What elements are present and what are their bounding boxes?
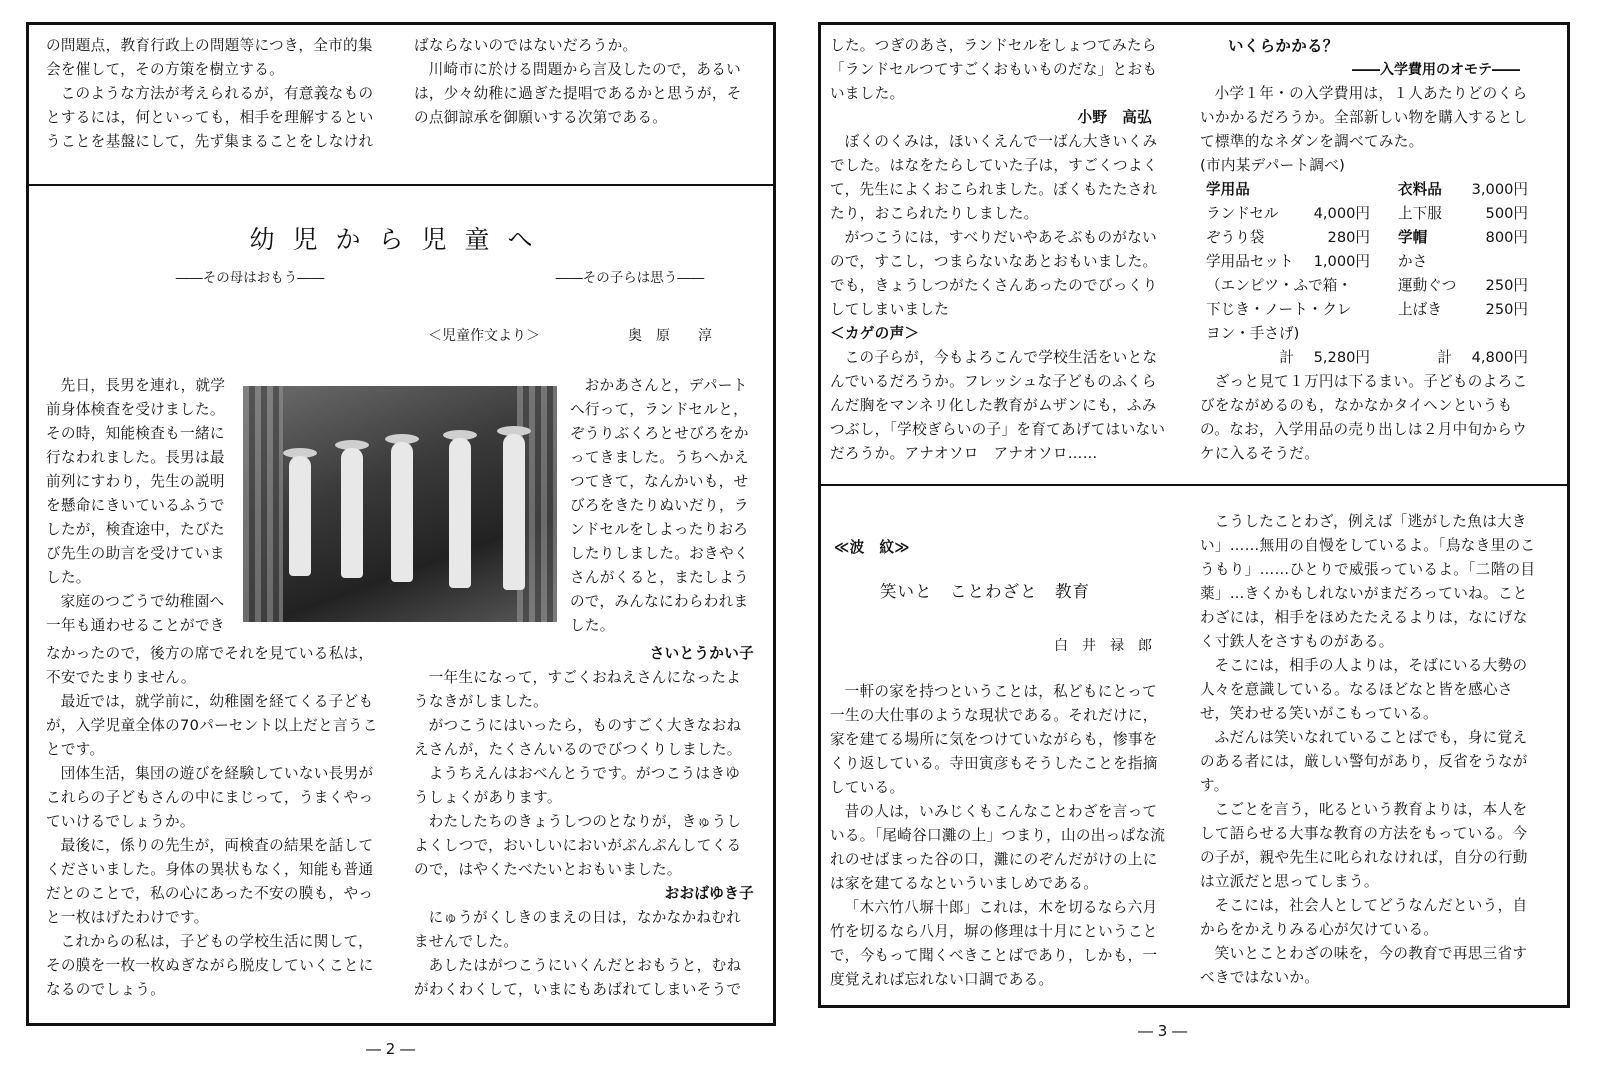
cost-section bbox=[1200, 34, 1540, 466]
left-top-column-2 bbox=[414, 34, 754, 130]
table-row bbox=[1206, 202, 1528, 226]
cost-total: 4,800円 bbox=[1471, 349, 1528, 366]
cost-item: 運動ぐつ bbox=[1398, 277, 1457, 294]
paragraph: がつこうにはいったら，ものすごく大きなおねえさんが，たくさんいるのでびつくりしました。 bbox=[414, 717, 742, 758]
table-row bbox=[1206, 250, 1528, 274]
right-top-column-1 bbox=[830, 34, 1170, 466]
cost-outro: ざっと見て１万円は下るまい。子どものよろこびをながめるのも，なかなかタイヘンというもの。なお，入学用品の売り出しは２月中旬からウケに入るそうだ。 bbox=[1200, 373, 1528, 462]
children-dancing-photo bbox=[243, 386, 557, 622]
child-figure bbox=[289, 456, 311, 576]
left-top-column-1 bbox=[46, 34, 386, 154]
table-row-total bbox=[1206, 346, 1528, 370]
paragraph: 家庭のつごうで幼稚園へ一年も通わせることができ bbox=[46, 593, 225, 634]
cost-amount: 4,000円 bbox=[1313, 205, 1370, 222]
child-author: 小野 高弘 bbox=[1077, 109, 1152, 126]
cost-amount: 1,000円 bbox=[1313, 253, 1370, 270]
cost-item: ヨン・手さげ) bbox=[1206, 325, 1300, 342]
cost-amount: 250円 bbox=[1485, 277, 1528, 294]
paragraph: ぼくのくみは，ほいくえんで一ばん大きいくみでした。はなをたらしていた子は，すごくつよくて，先生によくおこられました。ぼくもたたされたり，おこられたりしました。 bbox=[830, 133, 1158, 222]
paragraph: そこには，相手の人よりは，そばにいる大勢の人々を意識している。なるほどなと皆を感心させ，笑わせる笑いがこもっている。 bbox=[1200, 657, 1528, 722]
paragraph: あしたはがつこうにいくんだとおもうと，むねがわくわくして，いまにもあばれてしまいそうで bbox=[414, 957, 742, 998]
hamon-column-2 bbox=[1200, 510, 1540, 990]
paragraph: こうしたことわざ，例えば「逃がした魚は大きい」……無用の自慢をしているよ。「鳥なき里のこうもり」……ひとりで威張っているよ。「二階の目薬」…きくかもしれないがまだろっていね。ことわざには，相手をほめたたえるよりは，なにげなく寸鉄人をさすものがある。 bbox=[1200, 513, 1536, 650]
table-row bbox=[1206, 226, 1528, 250]
children-compositions bbox=[414, 642, 754, 1002]
paragraph: 川崎市に於ける問題から言及したので，あるいは，少々幼稚に過ぎた提唱であるかと思うが，その点御諒承を御願いする次第である。 bbox=[414, 61, 742, 126]
hamon-label: ≪波 紋≫ bbox=[834, 539, 910, 556]
paragraph: 一年生になって，すごくおねえさんになったようなきがしました。 bbox=[414, 669, 742, 710]
cost-item: 学帽 bbox=[1398, 229, 1428, 246]
cost-table bbox=[1206, 178, 1528, 370]
paragraph: ばならないのではないだろうか。 bbox=[414, 37, 638, 54]
paragraph: した。つぎのあさ，ランドセルをしょつてみたら「ランドセルつてすごくおもいものだな」とおもいました。 bbox=[830, 37, 1158, 102]
cost-amount: 250円 bbox=[1485, 301, 1528, 318]
paragraph: ふだんは笑いなれていることばでも，身に覚えのある者には，厳しい警句があり，反省をうながす。 bbox=[1200, 729, 1528, 794]
child-author: おおばゆき子 bbox=[664, 885, 754, 902]
article-title: 幼児から児童へ bbox=[249, 225, 551, 254]
child-author: さいとうかい子 bbox=[649, 645, 754, 662]
paragraph: 最後に，係りの先生が，両検査の結果を話してくださいました。身体の異状もなく，知能も普通だとのことで，私の心にあった不安の膜も，やっと一枚はげたわけです。 bbox=[46, 837, 374, 926]
kage-label: ＜カゲの声＞ bbox=[830, 325, 920, 342]
cost-amount: 500円 bbox=[1485, 205, 1528, 222]
child-text-narrow bbox=[570, 374, 756, 638]
paragraph: わたしたちのきょうしつのとなりが，きゅうしよくしつで，おいしいにおいがぷんぷんしてくるので，はやくたべたいとおもいました。 bbox=[414, 813, 742, 878]
page-number-right: ― 3 ― bbox=[1138, 1022, 1188, 1040]
paragraph: このような方法が考えられるが，有意義なものとするには，何といっても，相手を理解するということを基盤にして，先ず集まることをしなけれ bbox=[46, 85, 374, 150]
cost-col2-header-amount: 3,000円 bbox=[1471, 181, 1528, 198]
cost-item: 学用品セット bbox=[1206, 253, 1294, 270]
child-figure bbox=[503, 434, 525, 590]
cost-item: （エンピツ・ふで箱・ bbox=[1206, 277, 1352, 294]
cost-item: 上ばき bbox=[1398, 301, 1442, 318]
cost-amount bbox=[1468, 250, 1528, 274]
mother-text-full bbox=[46, 642, 386, 1002]
cost-intro: 小学１年・の入学費用は，１人あたりどのくらいかかるだろうか。全部新しい物を購入するとして標準的なネダンを調べてみた。 bbox=[1200, 85, 1528, 150]
paragraph: これからの私は，子どもの学校生活に関して，その膜を一枚一枚ぬぎながら脱皮していくことになるのでしょう。 bbox=[46, 933, 374, 998]
mother-text-narrow bbox=[46, 374, 232, 638]
cost-item: かさ bbox=[1398, 253, 1428, 270]
paragraph: この子らが，今もよろこんで学校生活をいとなんでいるだろうか。フレッシュな子どものふくらんだ胸をマンネリ化した教育がムザンにも，ふみつぶし，「学校ぎらいの子」を育てあげてはいないだろうか。アナオソロ アナオソロ…… bbox=[830, 349, 1166, 462]
table-row bbox=[1206, 178, 1528, 202]
cost-total-label: 計 bbox=[1279, 349, 1294, 366]
curtain-shape bbox=[243, 386, 283, 622]
cost-col1-header: 学用品 bbox=[1206, 181, 1250, 198]
hamon-title: 笑いと ことわざと 教育 bbox=[880, 582, 1090, 601]
cost-amount: 800円 bbox=[1485, 229, 1528, 246]
article-author: 奥 原 淳 bbox=[628, 328, 712, 344]
cost-total: 5,280円 bbox=[1313, 349, 1370, 366]
table-row bbox=[1206, 274, 1528, 298]
paragraph: ようちえんはおべんとうです。がつこうはきゆうしょくがあります。 bbox=[414, 765, 741, 806]
cost-item: ランドセル bbox=[1206, 205, 1279, 222]
cost-source: (市内某デパート調べ) bbox=[1200, 157, 1346, 174]
paragraph: そこには，社会人としてどうなんだという，自からをかえりみる心が欠けている。 bbox=[1200, 897, 1528, 938]
cost-item: 上下服 bbox=[1398, 205, 1442, 222]
child-figure bbox=[449, 438, 471, 588]
section-divider bbox=[821, 484, 1567, 486]
paragraph: 団体生活，集団の遊びを経験していない長男がこれらの子どもさんの中にまじって，うまくやっていけるでしょうか。 bbox=[46, 765, 374, 830]
cost-col2-header: 衣料品 bbox=[1398, 181, 1442, 198]
cost-amount: 280円 bbox=[1327, 229, 1370, 246]
paragraph: 笑いとことわざの味を，今の教育で再思三省すべきではないか。 bbox=[1200, 945, 1528, 986]
table-row bbox=[1206, 322, 1528, 346]
paragraph: 最近では，就学前に，幼稚園を経てくる子どもが，入学児童全体の70パーセント以上だと言うことです。 bbox=[46, 693, 378, 758]
table-row bbox=[1206, 298, 1528, 322]
cost-total-label: 計 bbox=[1437, 349, 1452, 366]
cost-title: いくらかかる？ bbox=[1228, 37, 1339, 55]
child-figure bbox=[391, 442, 413, 582]
cost-item: ぞうり袋 bbox=[1206, 229, 1265, 246]
section-divider bbox=[29, 184, 773, 186]
paragraph: がつこうには，すべりだいやあそぶものがないので，すこし，つまらないなあとおもいました。でも，きょうしつがたくさんあったのでびっくりしてしまいました bbox=[830, 229, 1158, 318]
paragraph: の問題点，教育行政上の問題等につき，全市的集会を催して，その方策を樹立する。 bbox=[46, 37, 373, 78]
subtitle-children: ――その子らは思う―― bbox=[555, 270, 705, 286]
paragraph: 先日，長男を連れ，就学前身体検査を受けました。その時，知能検査も一緒に行なわれました。長男は最前列にすわり，先生の説明を懸命にきいているふうでしたが，検査途中，たびたび先生の助言を受けていました。 bbox=[46, 377, 226, 586]
cost-subtitle: ――入学費用のオモテ―― bbox=[1352, 62, 1520, 78]
child-figure bbox=[341, 448, 363, 578]
hamon-column-1 bbox=[830, 680, 1170, 992]
paragraph: こごとを言う，叱るという教育よりは，本人をして語らせる大事な教育の方法をもっている。今の子が，親や先生に叱られなければ，自分の行動は立派だと思ってしまう。 bbox=[1200, 801, 1528, 890]
paragraph: 「木六竹八塀十郎」これは，木を切るなら六月竹を切るなら八月，塀の修理は十月にということで，今もって聞くべきことばであり，しかも，一度覚えれば忘れない口調である。 bbox=[830, 899, 1158, 988]
paragraph: にゅうがくしきのまえの日は，なかなかねむれませんでした。 bbox=[414, 909, 742, 950]
paragraph: おかあさんと，デパートへ行って，ランドセルと，ぞうりぶくろとせびろをかってきました。うちへかえつてきて，なんかいも，せびろをきたりぬいだり，ランドセルをしよったりおろしたりしました。おきやくさんがくると，またしようので，みんなにわらわれました。 bbox=[570, 377, 749, 634]
page-number-left: ― 2 ― bbox=[366, 1040, 416, 1058]
subtitle-mother: ――その母はおもう―― bbox=[175, 270, 325, 286]
paragraph: 一軒の家を持つということは，私どもにとって一生の大仕事のような現状である。それだけに，家を建てる場所に気をつけていながらも，惨事をくり返している。寺田寅彦もそうしたことを指摘している。 bbox=[830, 683, 1158, 796]
hamon-author: 白 井 禄 郎 bbox=[1054, 638, 1152, 654]
cost-item: 下じき・ノート・クレ bbox=[1206, 301, 1352, 318]
paragraph: なかったので，後方の席でそれを見ている私は，不安でたまりません。 bbox=[46, 645, 374, 686]
paragraph: 昔の人は，いみじくもこんなことわざを言っている。「尾崎谷口灘の上」つまり，山の出っぱな流れのせばまった谷の口，灘にのぞんだがけの上には家を建てるなといういましめである。 bbox=[830, 803, 1166, 892]
article-source: ＜児童作文より＞ bbox=[428, 328, 540, 344]
